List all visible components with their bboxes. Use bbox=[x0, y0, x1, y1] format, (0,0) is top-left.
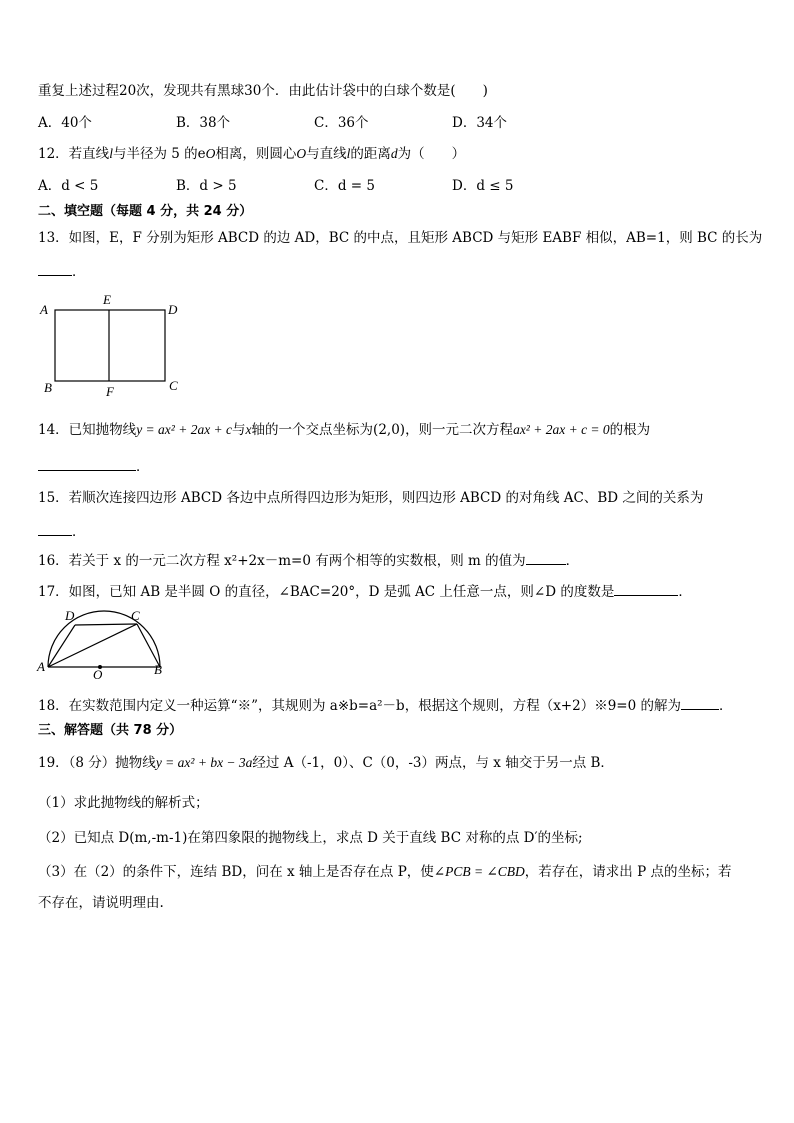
q18-question: 18．在实数范围内定义一种运算“※”，其规则为 a※b=a²－b，根据这个规则，方程（x+2）※9=0 的解为 bbox=[38, 698, 681, 714]
label-b: B bbox=[154, 662, 162, 677]
q19-sub2-part2: 在第四象限的抛物线上，求点 D 关于直线 BC 对称的点 D′的坐标; bbox=[187, 830, 583, 846]
q17-text bbox=[38, 582, 692, 601]
q16-end: ． bbox=[565, 553, 580, 569]
label-a: A bbox=[40, 302, 48, 317]
section3-heading: 三、解答题（共 78 分） bbox=[38, 723, 183, 738]
q13-answer-line bbox=[38, 262, 86, 281]
q12-part6: 为（ ） bbox=[397, 146, 466, 162]
q14-equation-quadratic: ax² + 2ax + c = 0 bbox=[513, 422, 610, 437]
q16-question: 16．若关于 x 的一元二次方程 x²+2x－m=0 有两个相等的实数根，则 m 的值为 bbox=[38, 553, 526, 569]
q19-part1: 19．（8 分）抛物线 bbox=[38, 755, 156, 771]
q19-sub3-part1: （3）在（2）的条件下，连结 BD，问在 x 轴上是否存在点 P，使 bbox=[38, 864, 434, 880]
q12-option-c: C．d = 5 bbox=[314, 178, 375, 194]
q19-equation: y = ax² + bx − 3a bbox=[155, 755, 253, 770]
q14-part4: ，则一元二次方程 bbox=[405, 422, 514, 438]
label-d: D bbox=[65, 608, 75, 623]
label-c: C bbox=[169, 378, 178, 393]
q12-var-o: O bbox=[205, 146, 216, 161]
q11-option-c: C．36个 bbox=[314, 115, 369, 131]
q19-sub3-part2: ，若存在，请求出 P 点的坐标；若 bbox=[524, 864, 732, 880]
q15-text: 15．若顺次连接四边形 ABCD 各边中点所得四边形为矩形，则四边形 ABCD 的对角线 AC、BD 之间的关系为 bbox=[38, 490, 704, 506]
q14-answer-blank bbox=[38, 457, 136, 471]
q17-semicircle-figure bbox=[36, 608, 166, 680]
label-f: F bbox=[106, 384, 114, 399]
q12-var-d: d bbox=[390, 146, 398, 161]
q12-part3: 相离，则圆心 bbox=[215, 146, 297, 162]
q15-end: ． bbox=[72, 524, 86, 540]
q19-sub3-continued: 不存在，请说明理由. bbox=[38, 895, 164, 911]
q12-var-l2: l bbox=[346, 146, 351, 161]
q11-option-d: D．34个 bbox=[452, 115, 508, 131]
q14-part3: 轴的一个交点坐标为 bbox=[251, 422, 374, 438]
q12-circle-symbol: e bbox=[197, 146, 206, 162]
q18-text bbox=[38, 696, 732, 715]
q19-sub2-part1: （2）已知点 D bbox=[38, 830, 130, 846]
q17-question: 17．如图，已知 AB 是半圆 O 的直径，∠BAC=20°，D 是弧 AC 上任意一点，则∠D 的度数是 bbox=[38, 584, 615, 600]
q19-sub2 bbox=[38, 829, 583, 847]
q15-answer-line bbox=[38, 522, 86, 541]
q12-part4: 与直线 bbox=[306, 146, 347, 162]
q13-rectangle-figure bbox=[38, 292, 188, 400]
q19-sub2-point: (m,-m-1) bbox=[129, 830, 188, 846]
q13-text: 13．如图，E，F 分别为矩形 ABCD 的边 AD，BC 的中点，且矩形 ABCD 与矩形 EABF 相似，AB=1，则 BC 的长为 bbox=[38, 230, 763, 246]
label-e: E bbox=[103, 292, 111, 307]
q14-equation-parabola: y = ax² + 2ax + c bbox=[136, 422, 233, 437]
q16-text bbox=[38, 551, 579, 570]
q12-option-b: B．d > 5 bbox=[176, 178, 237, 194]
q12-var-l: l bbox=[109, 146, 113, 161]
q12-text bbox=[38, 145, 465, 163]
q18-answer-blank bbox=[681, 696, 719, 710]
label-b: B bbox=[44, 380, 52, 395]
q16-answer-blank bbox=[526, 551, 566, 565]
chord-dc bbox=[75, 624, 137, 625]
q15-answer-blank bbox=[38, 522, 72, 536]
q12-part2: 与半径为 5 的 bbox=[112, 146, 198, 162]
q14-part1: 14．已知抛物线 bbox=[38, 422, 137, 438]
q14-end: ． bbox=[136, 459, 150, 475]
section2-heading: 二、填空题（每题 4 分，共 24 分） bbox=[38, 204, 253, 219]
q13-end: ． bbox=[72, 264, 86, 280]
q14-part2: 与 bbox=[232, 422, 246, 438]
q14-answer-line bbox=[38, 457, 150, 476]
q12-part5: 的距离 bbox=[350, 146, 391, 162]
q14-var-x: x bbox=[245, 422, 252, 437]
q11-option-b: B．38个 bbox=[176, 115, 231, 131]
chord-cb bbox=[137, 624, 160, 667]
q17-end: ． bbox=[678, 584, 692, 600]
q19-sub1: （1）求此抛物线的解析式； bbox=[38, 795, 209, 811]
label-o: O bbox=[93, 667, 103, 680]
q19-text bbox=[38, 754, 614, 772]
q11-option-a: A．40个 bbox=[38, 115, 92, 131]
q12-part1: 12．若直线 bbox=[38, 146, 110, 162]
label-a: A bbox=[37, 659, 45, 674]
label-c: C bbox=[131, 608, 140, 623]
q14-point: (2,0) bbox=[373, 422, 406, 438]
q12-option-a: A．d < 5 bbox=[38, 178, 99, 194]
q13-answer-blank bbox=[38, 262, 72, 276]
q19-sub3-angle-equation: ∠PCB = ∠CBD bbox=[433, 864, 525, 879]
rectangle-abcd bbox=[55, 310, 165, 381]
q19-part2: 经过 A（-1，0）、C（0，-3）两点，与 x 轴交于另一点 B． bbox=[252, 755, 614, 771]
label-d: D bbox=[168, 302, 178, 317]
q14-part5: 的根为 bbox=[609, 422, 651, 438]
q12-option-d: D．d ≤ 5 bbox=[452, 178, 514, 194]
q17-answer-blank bbox=[614, 582, 678, 596]
q18-end: ． bbox=[718, 698, 733, 714]
q14-text bbox=[38, 421, 650, 439]
q12-var-o2: O bbox=[296, 146, 307, 161]
q19-sub3 bbox=[38, 863, 731, 881]
q11-text: 重复上述过程20次，发现共有黑球30个．由此估计袋中的白球个数是( ) bbox=[38, 83, 488, 99]
